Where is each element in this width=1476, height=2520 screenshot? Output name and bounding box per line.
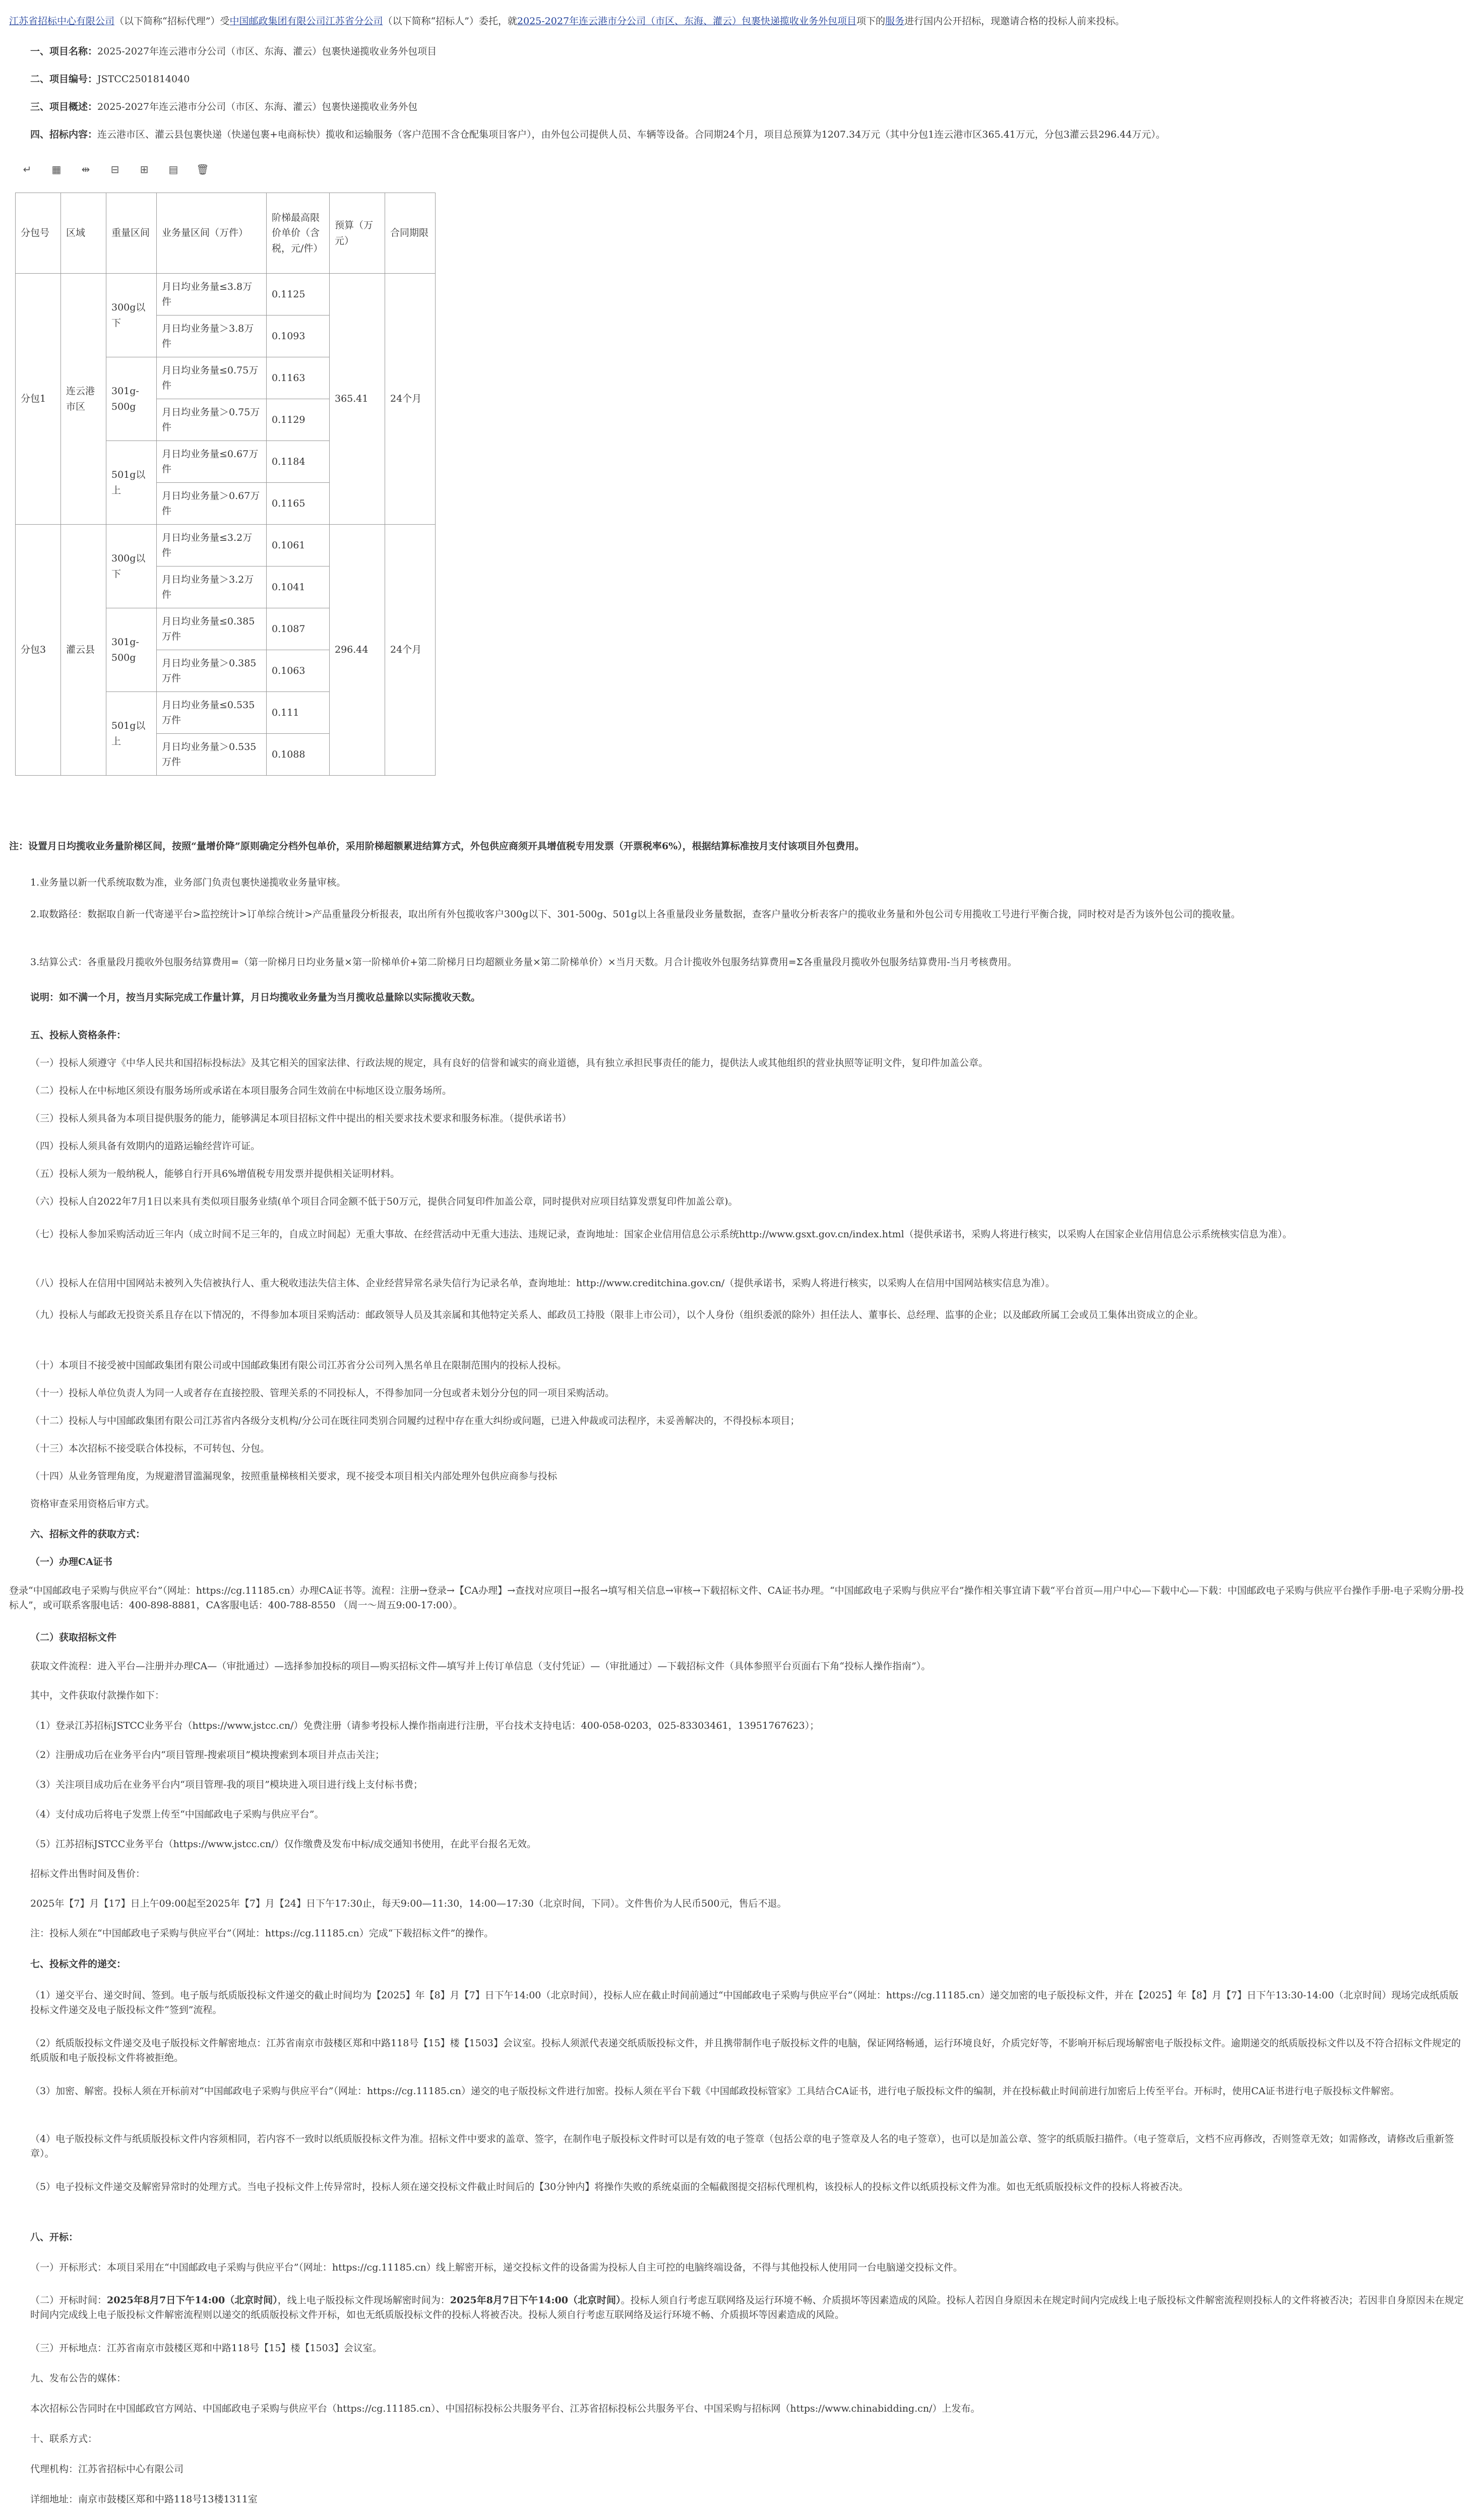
qualification-item: （五）投标人须为一般纳税人，能够自行开具6%增值税专用发票并提供相关证明材料。 — [30, 1168, 400, 1179]
qualification-item: （三）投标人须具备为本项目提供服务的能力，能够满足本项目招标文件中提出的相关要求技术要求和服务标准。（提供承诺书） — [30, 1113, 572, 1124]
volume-range-cell: 月日均业务量＞3.2万件 — [157, 566, 267, 608]
pkg1-no: 分包1 — [16, 274, 61, 525]
opening-time-text: ，线上电子版投标文件现场解密时间为： — [277, 2295, 450, 2306]
ca-instructions: 登录“中国邮政电子采购与供应平台”（网址：https://cg.11185.cn）办理CA证书等。流程：注册→登录→【CA办理】→查找对应项目→报名→填写相关信息→审核→下载招标文件、CA证书办理。“中国邮政电子采购与供应平台”操作相关事宜请下载“平台首页—用户中心—下载中心—下载：中国邮政电子采购与供应平台操作手册-电子采购分册-投标人”，或可联系客服电话：400-898-8881，CA客服电话：400-788-8550 （周一～周五9:00-17:00）。 — [9, 1585, 1464, 1611]
volume-range-cell: 月日均业务量≤0.535万件 — [157, 692, 267, 734]
th-period: 合同期限 — [385, 193, 436, 274]
volume-range-cell: 月日均业务量＞0.535万件 — [157, 734, 267, 776]
bid-content-line — [30, 128, 1467, 142]
price-cell: 0.1087 — [267, 608, 330, 650]
qualification-item: （十三）本次招标不接受联合体投标，不可转包、分包。 — [30, 1443, 270, 1454]
media-text: 本次招标公告同时在中国邮政官方网站、中国邮政电子采购与供应平台（https://cg.11185.cn）、中国招标投标公共服务平台、江苏省招标投标公共服务平台、中国采购与招标网（https://www.chinabidding.cn/）上发布。 — [30, 2403, 980, 2414]
project-name-value: 2025-2027年连云港市分公司（市区、东海、灌云）包裹快递揽收业务外包项目 — [97, 46, 437, 57]
payment-step: （2）注册成功后在业务平台内“项目管理-搜索项目”模块搜索到本项目并点击关注； — [30, 1749, 385, 1760]
contact-address: 详细地址：南京市鼓楼区郑和中路118号13楼1311室 — [30, 2494, 258, 2505]
note-item-2: 2.取数路径：数据取自新一代寄递平台>监控统计>订单综合统计>产品重量段分析报表，取出所有外包揽收客户300g以下、301-500g、501g以上各重量段业务量数据，查客户量收分析表客户的揽收业务量和外包公司专用揽收工号进行平衡合拢，同时校对是否为该外包公司的揽收量。 — [30, 909, 1241, 920]
qualification-item: （九）投标人与邮政无投资关系且存在以下情况的，不得参加本项目采购活动：邮政领导人员及其亲属和其他特定关系人、邮政员工持股（限非上市公司），以个人身份（组织委派的除外）担任法人、董事长、总经理、监事的企业；以及邮政所属工会或员工集体出资成立的企业。 — [30, 1309, 1204, 1320]
subsection-get-documents: （二）获取招标文件 — [30, 1632, 117, 1643]
price-cell: 0.1125 — [267, 274, 330, 316]
table-header-row — [16, 193, 436, 274]
opening-time — [30, 2293, 1467, 2322]
intro-text-2: （以下简称“招标人”）委托，就 — [383, 16, 517, 27]
delete-icon[interactable]: 🗑 — [196, 163, 209, 175]
subsection-ca: （一）办理CA证书 — [30, 1556, 112, 1567]
project-overview-line — [30, 100, 1467, 114]
th-package: 分包号 — [16, 193, 61, 274]
table-icon[interactable]: ▦ — [51, 163, 61, 175]
bid-content-label: 四、招标内容： — [30, 129, 98, 140]
intro-paragraph — [9, 14, 1466, 29]
th-area: 区域 — [61, 193, 106, 274]
submission-item: （4）电子版投标文件与纸质版投标文件内容须相同，若内容不一致时以纸质版投标文件为准。招标文件中要求的盖章、签字，在制作电子版投标文件时可以是有效的电子签章（包括公章的电子签章及人名的电子签章），也可以是加盖公章、签字的纸质版扫描件。（电子签章后，文档不应再修改，否则签章无效；如需修改，请修改后重新签章）。 — [30, 2133, 1454, 2159]
section-title-qualification: 五、投标人资格条件： — [30, 1030, 127, 1041]
qualification-item: （一）投标人须遵守《中华人民共和国招标投标法》及其它相关的国家法律、行政法规的规定，具有良好的信誉和诚实的商业道德，具有独立承担民事责任的能力，提供法人或其他组织的营业执照等证明文件，复印件加盖公章。 — [30, 1057, 989, 1068]
volume-range-cell: 月日均业务量＞0.75万件 — [157, 399, 267, 441]
table-row — [16, 525, 436, 566]
grid-icon[interactable]: ⊞ — [140, 163, 149, 175]
qualification-item: （六）投标人自2022年7月1日以来具有类似项目服务业绩(单个项目合同金额不低于50万元，提供合同复印件加盖公章，同时提供对应项目结算发票复印件加盖公章)。 — [30, 1196, 738, 1207]
qualification-item: （二）投标人在中标地区须设有服务场所或承诺在本项目服务合同生效前在中标地区设立服务场所。 — [30, 1085, 452, 1096]
pkg1-weight-2: 301g-500g — [106, 357, 157, 441]
qualification-item: （十一）投标人单位负责人为同一人或者存在直接控股、管理关系的不同投标人，不得参加同一分包或者未划分分包的同一项目采购活动。 — [30, 1388, 615, 1399]
qualification-item: （八）投标人在信用中国网站未被列入失信被执行人、重大税收违法失信主体、企业经营异常名录失信行为记录名单，查询地址：http://www.creditchina.gov.cn/（提供承诺书，采购人将进行核实，以采购人在信用中国网站核实信息为准）。 — [30, 1278, 1055, 1289]
price-cell: 0.1165 — [267, 483, 330, 525]
volume-range-cell: 月日均业务量≤0.75万件 — [157, 357, 267, 399]
th-budget: 预算（万元） — [330, 193, 385, 274]
note-explanation: 说明：如不满一个月，按当月实际完成工作量计算，月日均揽收业务量为当月揽收总量除以实际揽收天数。 — [30, 992, 481, 1003]
intro-text-3: 项下的 — [856, 16, 886, 27]
sale-note: 注：投标人须在“中国邮政电子采购与供应平台”（网址：https://cg.11185.cn）完成“下载招标文件”的操作。 — [30, 1928, 494, 1939]
pkg1-period: 24个月 — [385, 274, 436, 525]
section-title-media: 九、发布公告的媒体： — [30, 2373, 127, 2384]
pkg3-weight-1: 300g以下 — [106, 525, 157, 608]
price-cell: 0.1093 — [267, 316, 330, 357]
payment-step: （1）登录江苏招标JSTCC业务平台（https://www.jstcc.cn/）免费注册（请参考投标人操作指南进行注册，平台技术支持电话：400-058-0203，025-83303461，13951767623）； — [30, 1720, 820, 1731]
volume-range-cell: 月日均业务量≤3.2万件 — [157, 525, 267, 566]
section-title-submission: 七、投标文件的递交： — [30, 1959, 127, 1970]
table-row — [16, 274, 436, 316]
payment-steps-intro: 其中，文件获取付款操作如下： — [30, 1690, 165, 1701]
qualification-item: （十四）从业务管理角度，为规避潜冒滥漏现象，按照重量梯核相关要求，现不接受本项目相关内部处理外包供应商参与投标 — [30, 1471, 558, 1482]
pkg3-area: 灌云县 — [61, 525, 106, 776]
pkg1-area: 连云港市区 — [61, 274, 106, 525]
opening-time-risk: 。投标人须自行考虑互联网络及运行环境不畅、介质损坏等因素造成的风险。投标人若因自身原因未在规定时间内完成线上电子版投标文件解密流程则投标人的文件将被否决；若因非自身原因未在规定时间内完成线上电子版投标文件解密流程则以递交的纸质版投标文件开标，如也无纸质版投标文件的投标人将被否决。投标人须自行考虑互联网络及运行环境不畅、介质损坏等因素造成的风险。 — [30, 2295, 1464, 2320]
intro-text-1: （以下简称“招标代理”）受 — [114, 16, 230, 27]
price-cell: 0.1063 — [267, 650, 330, 692]
note-item-3: 3.结算公式：各重量段月揽收外包服务结算费用=（第一阶梯月日均业务量×第一阶梯单价+第二阶梯月日均超额业务量×第二阶梯单价）×当月天数。月合计揽收外包服务结算费用=Σ各重量段月揽收外包服务结算费用-当月考核费用。 — [30, 957, 1017, 968]
project-overview-value: 2025-2027年连云港市分公司（市区、东海、灌云）包裹快递揽收业务外包 — [97, 101, 418, 112]
pkg3-budget: 296.44 — [330, 525, 385, 776]
bid-content-value: 连云港市区、灌云县包裹快递（快递包裹+电商标快）揽收和运输服务（客户范围不含仓配集项目客户），由外包公司提供人员、车辆等设备。合同期24个月，项目总预算为1207.34万元（其中分包1连云港市区365.41万元，分包3灌云县296.44万元）。 — [97, 129, 1165, 140]
pkg1-weight-1: 300g以下 — [106, 274, 157, 357]
submission-item: （3）加密、解密。投标人须在开标前对“中国邮政电子采购与供应平台”（网址：https://cg.11185.cn）递交的电子版投标文件进行加密。投标人须在平台下载《中国邮政投标管家》工具结合CA证书，进行电子版投标文件的编制，并在投标截止时间前进行加密后上传至平台。开标时，使用CA证书进行电子版投标文件解密。 — [30, 2086, 1400, 2097]
pkg3-period: 24个月 — [385, 525, 436, 776]
table-toolbar — [20, 162, 210, 176]
project-overview-label: 三、项目概述： — [30, 101, 98, 112]
package-price-table — [15, 193, 436, 776]
column-icon[interactable]: ⇹ — [81, 163, 90, 175]
volume-range-cell: 月日均业务量＞0.67万件 — [157, 483, 267, 525]
row-icon[interactable]: ▤ — [168, 163, 178, 175]
return-icon[interactable]: ↵ — [23, 163, 32, 175]
project-name-label: 一、项目名称： — [30, 46, 98, 57]
volume-range-cell: 月日均业务量≤0.385万件 — [157, 608, 267, 650]
price-cell: 0.1184 — [267, 441, 330, 483]
agency-link[interactable]: 江苏省招标中心有限公司 — [9, 16, 115, 27]
pkg3-no: 分包3 — [16, 525, 61, 776]
qualification-item: （四）投标人须具备有效期内的道路运输经营许可证。 — [30, 1141, 261, 1152]
get-documents-process: 获取文件流程：进入平台—注册并办理CA—（审批通过）—选择参加投标的项目—购买招标文件—填写并上传订单信息（支付凭证）—（审批通过）—下载招标文件（具体参照平台页面右下角“投标人操作指南”）。 — [30, 1661, 931, 1672]
sale-time-text: 2025年【7】月【17】日上午09:00起至2025年【7】月【24】日下午17:30止，每天9:00—11:30，14:00—17:30（北京时间，下同）。文件售价为人民币500元，售后不退。 — [30, 1898, 787, 1909]
sale-time-title: 招标文件出售时间及售价： — [30, 1868, 146, 1879]
note-item-1: 1.业务量以新一代系统取数为准，业务部门负责包裹快递揽收业务量审核。 — [30, 877, 346, 888]
submission-item: （1）递交平台、递交时间、签到。电子版与纸质版投标文件递交的截止时间均为【2025】年【8】月【7】日下午14:00（北京时间），投标人应在截止时间前通过“中国邮政电子采购与供应平台”（网址：https://cg.11185.cn）递交加密的电子版投标文件，并在【2025】年【8】月【7】日下午13:30-14:00（北京时间）现场完成纸质版投标文件递交及电子版投标文件“签到”流程。 — [30, 1990, 1459, 2015]
opening-location: （三）开标地点：江苏省南京市鼓楼区郑和中路118号【15】楼【1503】会议室。 — [30, 2343, 382, 2354]
price-cell: 0.111 — [267, 692, 330, 734]
contact-agency: 代理机构：江苏省招标中心有限公司 — [30, 2464, 184, 2475]
payment-step: （4）支付成功后将电子发票上传至“中国邮政电子采购与供应平台”。 — [30, 1809, 324, 1820]
th-price: 阶梯最高限价单价（含税，元/件） — [267, 193, 330, 274]
submission-item: （5）电子投标文件递交及解密异常时的处理方式。当电子投标文件上传异常时，投标人须在递交投标文件截止时间后的【30分钟内】将操作失败的系统桌面的全幅截图提交招标代理机构，该投标人的投标文件以纸质投标文件为准。如也无纸质版投标文件的投标人将被否决。 — [30, 2181, 1189, 2192]
project-number-value: JSTCC2501814040 — [97, 74, 190, 85]
th-weight: 重量区间 — [106, 193, 157, 274]
pkg1-weight-3: 501g以上 — [106, 441, 157, 525]
buyer-link[interactable]: 中国邮政集团有限公司江苏省分公司 — [229, 16, 383, 27]
qualification-review: 资格审查采用资格后审方式。 — [30, 1498, 155, 1509]
decrypt-time-value: 2025年8月7日下午14:00（北京时间） — [450, 2295, 621, 2306]
qualification-item: （七）投标人参加采购活动近三年内（成立时间不足三年的，自成立时间起）无重大事故、在经营活动中无重大违法、违规记录，查询地址：国家企业信用信息公示系统http://www.gsxt.gov.cn/index.html（提供承诺书，采购人将进行核实，以采购人在国家企业信用信息公示系统核实信息为准）。 — [30, 1229, 1293, 1240]
section-title-opening: 八、开标： — [30, 2232, 79, 2243]
project-number-line — [30, 72, 1467, 87]
project-link[interactable]: 2025-2027年连云港市分公司（市区、东海、灌云）包裹快递揽收业务外包项目 — [517, 16, 857, 27]
price-cell: 0.1061 — [267, 525, 330, 566]
pkg3-weight-2: 301g-500g — [106, 608, 157, 692]
price-cell: 0.1088 — [267, 734, 330, 776]
settlement-note: 注：设置月日均揽收业务量阶梯区间，按照“量增价降”原则确定分档外包单价，采用阶梯超额累进结算方式，外包供应商须开具增值税专用发票（开票税率6%），根据结算标准按月支付该项目外包费用。 — [9, 841, 865, 852]
section-title-contact: 十、联系方式： — [30, 2433, 98, 2444]
qualification-item: （十）本项目不接受被中国邮政集团有限公司或中国邮政集团有限公司江苏省分公司列入黑名单且在限制范围内的投标人投标。 — [30, 1360, 567, 1371]
opening-time-value: 2025年8月7日下午14:00（北京时间） — [107, 2295, 278, 2306]
price-cell: 0.1129 — [267, 399, 330, 441]
volume-range-cell: 月日均业务量＞3.8万件 — [157, 316, 267, 357]
payment-step: （3）关注项目成功后在业务平台内“项目管理-我的项目”模块进入项目进行线上支付标书费； — [30, 1779, 423, 1790]
pkg3-weight-3: 501g以上 — [106, 692, 157, 776]
volume-range-cell: 月日均业务量≤3.8万件 — [157, 274, 267, 316]
qualification-item: （十二）投标人与中国邮政集团有限公司江苏省内各级分支机构/分公司在既往同类别合同履约过程中存在重大纠纷或问题，已进入仲裁或司法程序，未妥善解决的，不得投标本项目； — [30, 1415, 800, 1426]
volume-range-cell: 月日均业务量＞0.385万件 — [157, 650, 267, 692]
volume-range-cell: 月日均业务量≤0.67万件 — [157, 441, 267, 483]
intro-text-4: 进行国内公开招标，现邀请合格的投标人前来投标。 — [904, 16, 1125, 27]
section-title-documents: 六、招标文件的获取方式： — [30, 1529, 146, 1540]
merge-icon[interactable]: ⊟ — [110, 163, 119, 175]
opening-time-label: （二）开标时间： — [30, 2295, 107, 2306]
pkg1-budget: 365.41 — [330, 274, 385, 525]
opening-form: （一）开标形式：本项目采用在“中国邮政电子采购与供应平台”（网址：https://cg.11185.cn）线上解密开标，递交投标文件的设备需为投标人自主可控的电脑终端设备，不得与其他投标人使用同一台电脑递交投标文件。 — [30, 2262, 963, 2273]
service-link[interactable]: 服务 — [885, 16, 905, 27]
price-cell: 0.1163 — [267, 357, 330, 399]
price-cell: 0.1041 — [267, 566, 330, 608]
project-number-label: 二、项目编号： — [30, 74, 98, 85]
project-name-line — [30, 44, 1467, 59]
th-volume: 业务量区间（万件） — [157, 193, 267, 274]
payment-step: （5）江苏招标JSTCC业务平台（https://www.jstcc.cn/）仅作缴费及发布中标/成交通知书使用，在此平台报名无效。 — [30, 1839, 536, 1850]
submission-item: （2）纸质版投标文件递交及电子版投标文件解密地点：江苏省南京市鼓楼区郑和中路118号【15】楼【1503】会议室。投标人须派代表递交纸质版投标文件，并且携带制作电子版投标文件的电脑，保证网络畅通，运行环境良好，介质完好等，不影响开标后现场解密电子版投标文件。逾期递交的纸质版投标文件以及不符合招标文件规定的纸质版和电子版投标文件将被拒绝。 — [30, 2038, 1461, 2063]
